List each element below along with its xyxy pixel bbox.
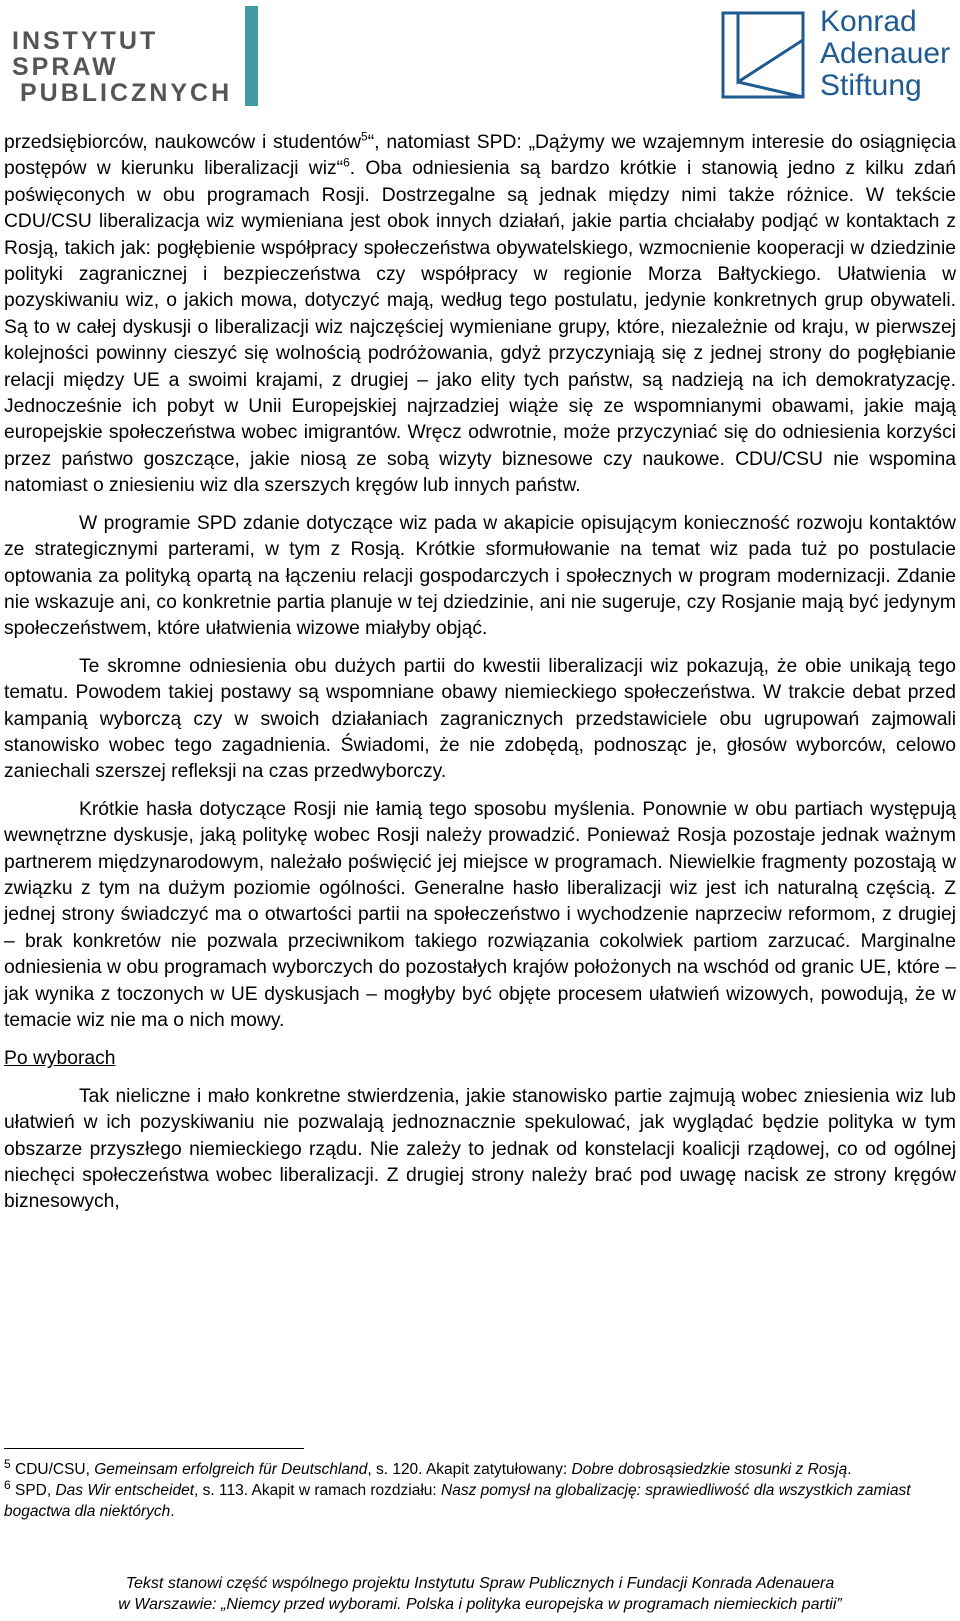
footnote-6-text-a: SPD,: [10, 1482, 56, 1499]
isp-logo-line1: INSTYTUT SPRAW: [12, 27, 159, 81]
section-heading: Po wyborach: [4, 1048, 116, 1070]
page-footer: [0, 1573, 960, 1615]
footnote-5-text-a: CDU/CSU,: [10, 1461, 95, 1478]
footer-line-1: Tekst stanowi część wspólnego projektu Instytutu Spraw Publicznych i Fundacji Konrada Adenauera: [125, 1575, 835, 1592]
footnote-5-text-b: , s. 120. Akapit zatytułowany:: [367, 1461, 572, 1478]
footnote-divider: [4, 1448, 304, 1449]
kas-logo-line3: Stiftung: [820, 69, 922, 102]
footnote-5-number: 5: [4, 1456, 11, 1471]
isp-logo-line2: PUBLICZNYCH: [20, 79, 233, 107]
footnote-5-title: Gemeinsam erfolgreich für Deutschland: [94, 1461, 368, 1478]
paragraph-2: W programie SPD zdanie dotyczące wiz pada w akapicie opisującym konieczność rozwoju kontaktów ze strategicznymi parterami, w tym z Rosją. Krótkie sformułowanie na temat wiz pada tuż po postulacie optowania za polityką opartą na łączeniu relacji gospodarczych i społecznych w program modernizacji. Zdanie nie wskazuje ani, co konkretnie partia planuje w tej dziedzinie, ani nie sugeruje, czy Rosjanie mają być jedynym społeczeństwem, które ułatwienia wizowe miałyby objąć.: [4, 512, 956, 640]
paragraph-1-part-a: przedsiębiorców, naukowców i studentów: [4, 132, 362, 153]
kas-logo-line1: Konrad: [820, 5, 917, 38]
paragraph-1: [4, 130, 956, 500]
isp-logo-text: [12, 28, 268, 106]
kas-logo: [720, 6, 956, 108]
footnote-6-title: Das Wir entscheidet: [55, 1482, 195, 1499]
kas-logo-line2: Adenauer: [820, 37, 951, 70]
footnote-6: [4, 1477, 956, 1522]
footnote-5: [4, 1456, 956, 1480]
document-body: [4, 130, 956, 1216]
paragraph-1-part-b: “, natomiast SPD: „Dążymy we wzajemnym interesie do osiągnięcia postępów w kierunku liberalizacji wiz“: [4, 132, 956, 180]
paragraph-1-part-c: . Oba odniesienia są bardzo krótkie i stanowią jedno z kilku zdań poświęconych w obu programach Rosji. Dostrzegalne są jednak między nimi także różnice. W tekście CDU/CSU liberalizacja wiz wymieniana jest obok innych działań, jakie partia chciałaby podjąć w kontaktach z Rosją, takich jak: pogłębienie współpracy społeczeństwa obywatelskiego, wzmocnienie kooperacji w dziedzinie polityki zagranicznej i bezpieczeństwa czy współpracy w regionie Morza Bałtyckiego. Ułatwienia w pozyskiwaniu wiz, o jakich mowa, dotyczyć mają, według tego postulatu, jedynie konkretnych grup obywateli. Są to w całej dyskusji o liberalizacji wiz najczęściej wymieniane grupy, które, niezależnie od kraju, w pierwszej kolejności powinny cieszyć się wolnością podróżowania, gdyż przyczyniają się z jednej strony do pogłębianie relacji między UE a swoimi krajami, z drugiej – jako elity tych państw, są nadzieją na ich demokratyzację. Jednocześnie ich pobyt w Unii Europejskiej najrzadziej wiąże się ze wspomnianymi obawami, jakie mają europejskie społeczeństwa wobec imigrantów. Wręcz odwrotnie, może przyczyniać się do odniesienia korzyści przez państwo goszczące, jakie niosą ze sobą wizyty biznesowe czy naukowe. CDU/CSU nie wspomina natomiast o zniesieniu wiz dla szerszych kręgów lub innych państw.: [4, 158, 956, 497]
footnote-6-number: 6: [4, 1477, 11, 1492]
paragraph-3: Te skromne odniesienia obu dużych partii do kwestii liberalizacji wiz pokazują, że obie unikają tego tematu. Powodem takiej postawy są wspomniane obawy niemieckiego społeczeństwa. W trakcie debat przed kampanią wyborczą czy w swoich działaniach zagranicznych przedstawiciele obu ugrupowań zajmowali stanowisko wobec tego zagadnienia. Świadomi, że nie zdobędą, podnosząc je, głosów wyborców, celowo zaniechali szerszej refleksji na czas przedwyborczy.: [4, 655, 956, 783]
footnote-6-text-c: Nasz pomysł na globalizację: sprawiedliwość dla wszystkich zamiast bogactwa dla niektórych: [4, 1482, 911, 1520]
footnotes: [4, 1448, 956, 1522]
page-header: [0, 0, 960, 110]
footnote-ref-6[interactable]: 6: [343, 155, 350, 170]
footer-line-2: w Warszawie: „Niemcy przed wyborami. Polska i polityka europejska w programach niemieckich partii”: [118, 1596, 842, 1613]
footnote-6-text-b: , s. 113. Akapit w ramach rozdziału:: [194, 1482, 442, 1499]
kas-logo-mark-icon: [720, 10, 806, 100]
kas-logo-text: [820, 6, 950, 102]
footnote-5-text-c: Dobre dobrosąsiedzkie stosunki z Rosją: [571, 1461, 848, 1478]
footnote-ref-5[interactable]: 5: [361, 129, 368, 144]
footnote-5-text-d: .: [847, 1461, 852, 1478]
footnote-6-text-d: .: [170, 1503, 175, 1520]
isp-logo-bar: [245, 6, 258, 106]
isp-logo: [8, 6, 268, 106]
paragraph-4: Krótkie hasła dotyczące Rosji nie łamią tego sposobu myślenia. Ponownie w obu partiach występują wewnętrzne dyskusje, jaką politykę wobec Rosji należy prowadzić. Ponieważ Rosja pozostaje jednak ważnym partnerem międzynarodowym, należało poświęcić jej miejsce w programach. Niewielkie fragmenty pozostają w związku z tym na dużym poziomie ogólności. Generalne hasło liberalizacji wiz jest ich naturalną częścią. Z jednej strony świadczyć ma o otwartości partii na społeczeństwo i wychodzenie naprzeciw reformom, z drugiej – brak konkretów nie pozwala przeciwnikom takiego rozwiązania cokolwiek partiom zarzucać. Marginalne odniesienia w obu programach wyborczych do pozostałych krajów położonych na wschód od granic UE, które – jak wynika z toczonych w UE dyskusjach – mogłyby być objęte procesem ułatwień wizowych, powodują, że w temacie wiz nie ma o nich mowy.: [4, 798, 956, 1031]
paragraph-5: Tak nieliczne i mało konkretne stwierdzenia, jakie stanowisko partie zajmują wobec zniesienia wiz lub ułatwień w ich pozyskiwaniu nie pozwalają jednoznacznie spekulować, jak wyglądać będzie polityka w tym obszarze przyszłego niemieckiego rządu. Nie zależy to jednak od konstelacji koalicji rządowej, co od ogólnej niechęci społeczeństwa wobec liberalizacji. Z drugiej strony należy brać pod uwagę nacisk ze strony kręgów biznesowych,: [4, 1085, 956, 1213]
